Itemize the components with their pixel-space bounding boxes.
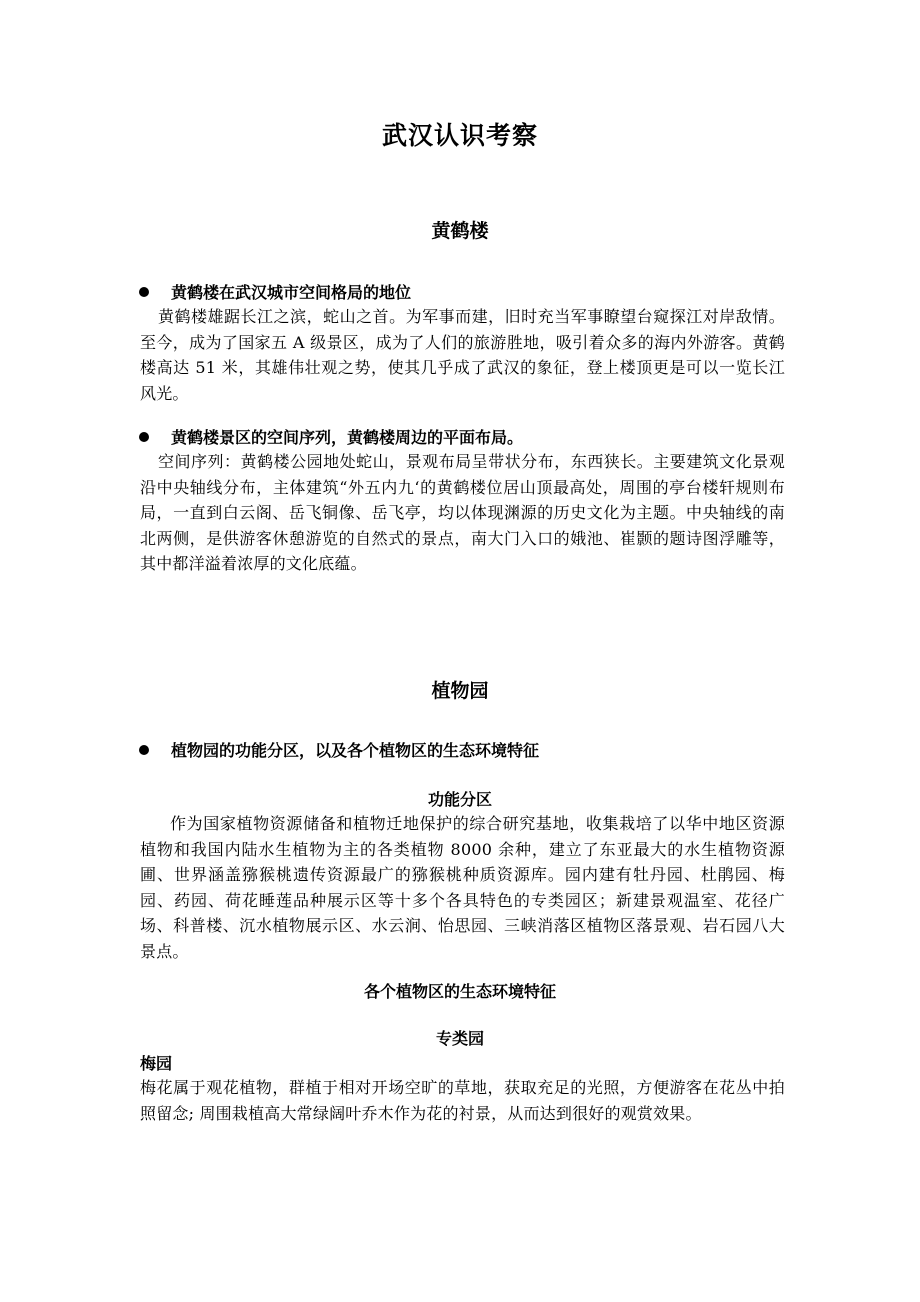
bullet-heading-text: 黄鹤楼在武汉城市空间格局的地位 <box>171 283 412 302</box>
bullet-heading <box>139 738 539 764</box>
paragraph: 空间序列：黄鹤楼公园地处蛇山，景观布局呈带状分布，东西狭长。主要建筑文化景观沿中央轴线分布，主体建筑“外五内九‘的黄鹤楼位居山顶最高处，周围的亭台楼轩规则布局，一直到白云阁、岳飞铜像、岳飞亭，均以体现渊源的历史文化为主题。中央轴线的南北两侧，是供游客休憩游览的自然式的景点，南大门入口的娥池、崔颢的题诗图浮雕等，其中都洋溢着浓厚的文化底蕴。 <box>140 452 785 573</box>
document-title: 武汉认识考察 <box>381 121 538 150</box>
subheading-ecological-features: 各个植物区的生态环境特征 <box>363 982 556 1001</box>
paragraph: 梅花属于观花植物，群植于相对开场空旷的草地，获取充足的光照，方便游客在花丛中拍照留念; 周围栽植高大常绿阔叶乔木作为花的衬景，从而达到很好的观赏效果。 <box>140 1078 785 1123</box>
bullet-icon <box>139 287 149 297</box>
bullet-heading <box>139 425 523 451</box>
plum-garden-heading: 梅园 <box>140 1054 173 1073</box>
bullet-heading <box>139 280 411 306</box>
paragraph: 黄鹤楼雄踞长江之滨，蛇山之首。为军事而建，旧时充当军事瞭望台窥探江对岸敌情。至今，成为了国家五 A 级景区，成为了人们的旅游胜地，吸引着众多的海内外游客。黄鹤楼高达 51 米，其雄伟壮观之势，使其几乎成了武汉的象征，登上楼顶更是可以一览长江风光。 <box>140 307 785 403</box>
subheading-special-gardens: 专类园 <box>435 1029 484 1048</box>
bullet-icon <box>139 432 149 442</box>
bullet-heading-text: 黄鹤楼景区的空间序列，黄鹤楼周边的平面布局。 <box>171 428 524 447</box>
section-title-yellow-crane-tower: 黄鹤楼 <box>431 220 489 242</box>
subheading-functional-zones: 功能分区 <box>427 790 492 809</box>
section-title-botanical-garden: 植物园 <box>431 680 489 702</box>
bullet-heading-text: 植物园的功能分区，以及各个植物区的生态环境特征 <box>171 741 540 760</box>
paragraph: 作为国家植物资源储备和植物迁地保护的综合研究基地，收集栽培了以华中地区资源植物和我国内陆水生植物为主的各类植物 8000 余种，建立了东亚最大的水生植物资源圃、世界涵盖猕猴桃遗传资源最广的猕猴桃种质资源库。园内建有牡丹园、杜鹃园、梅园、药园、荷花睡莲品种展示区等十多个各具特色的专类园区；新建景观温室、花径广场、科普楼、沉水植物展示区、水云涧、怡思园、三峡消落区植物区落景观、岩石园八大景点。 <box>140 814 785 961</box>
bullet-icon <box>139 745 149 755</box>
